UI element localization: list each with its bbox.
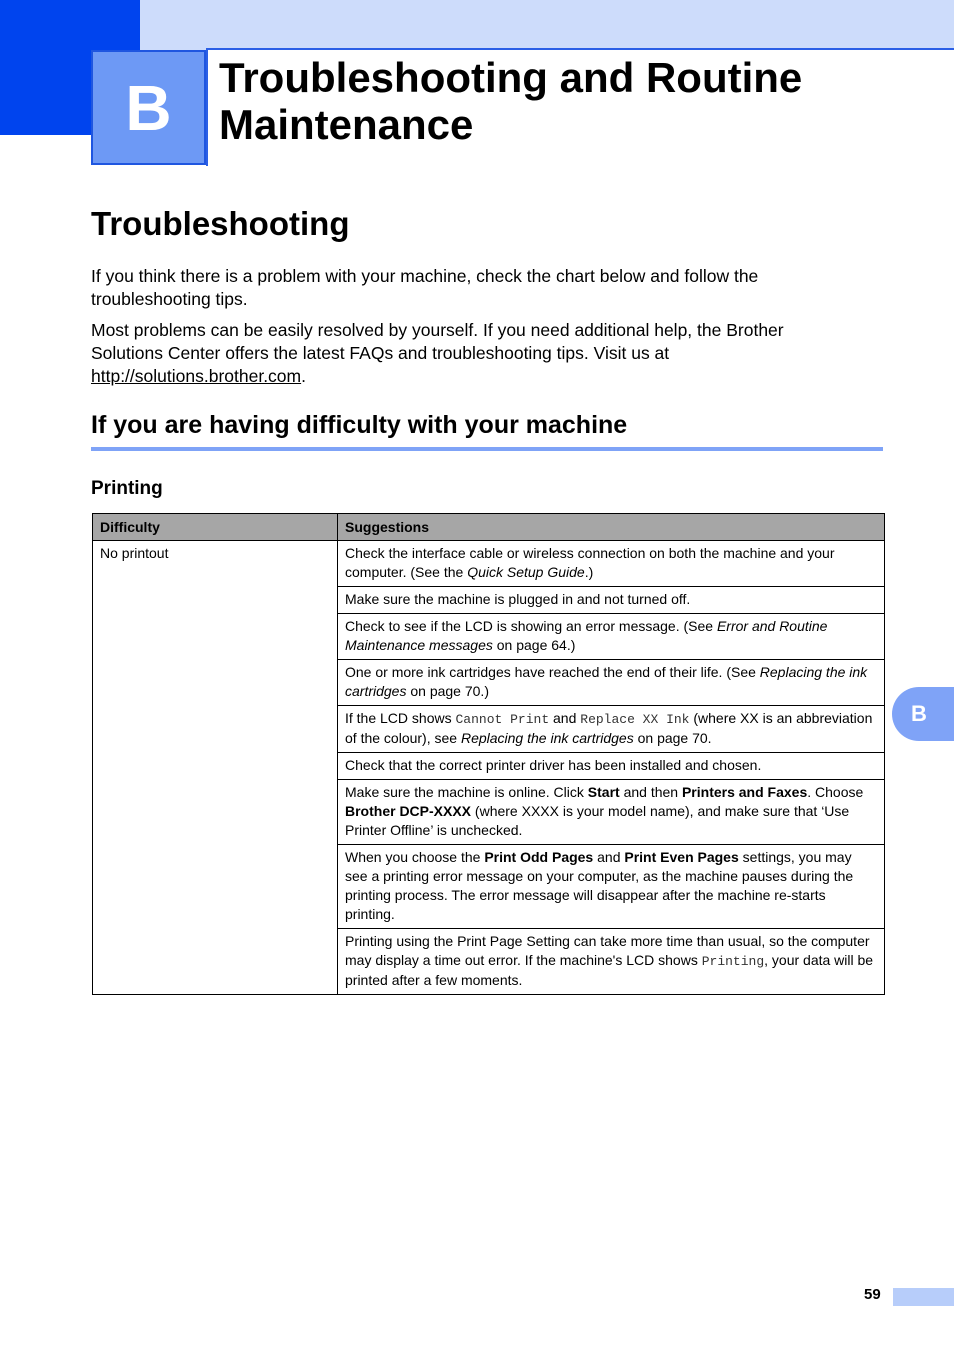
suggestion-cell — [338, 780, 885, 845]
difficulty-cell: No printout — [93, 541, 338, 995]
help-paragraph-end: . — [301, 366, 306, 386]
lcd-message: Cannot Print — [455, 712, 550, 727]
chapter-vertical-rule — [206, 48, 208, 166]
chapter-title: Troubleshooting and Routine Maintenance — [219, 54, 803, 148]
chapter-letter: B — [125, 71, 172, 144]
chapter-letter-box — [91, 50, 206, 165]
text: (where XXXX is your model name), and make sure that ‘Use Printer Offline’ is unchecked. — [345, 803, 850, 838]
lcd-message: Printing — [701, 954, 765, 969]
text: settings, you may see a printing error message on your computer, as the machine pauses during the printing process. The error message will disappear after the machine re-starts printing. — [345, 849, 854, 922]
troubleshooting-table — [92, 513, 885, 995]
subsection-heading: If you are having difficulty with your machine — [91, 411, 628, 439]
ref-quick-setup-guide: Quick Setup Guide — [467, 564, 585, 580]
text: on page 64.) — [492, 637, 576, 653]
footer-bar — [893, 1288, 954, 1306]
suggestion-cell — [338, 929, 885, 995]
table-header-row — [93, 514, 885, 541]
subsection-rule — [91, 447, 883, 451]
ui-term: Printers and Faxes — [681, 784, 808, 800]
ui-term: Brother DCP-XXXX — [345, 803, 472, 819]
suggestion-cell — [338, 541, 885, 587]
text: and — [549, 710, 581, 726]
text: on page 70.) — [406, 683, 489, 699]
ref-replacing-ink: Replacing the ink cartridges — [460, 730, 634, 746]
text: When you choose the — [345, 849, 485, 865]
help-paragraph — [91, 319, 851, 388]
chapter-rule — [206, 48, 954, 50]
text: Printing using the Print Page Setting can take more time than usual, so the computer may display a time out error. If the machine's LCD shows — [345, 933, 870, 968]
suggestion-cell — [338, 706, 885, 753]
text: on page 70. — [633, 730, 712, 746]
chapter-side-tab — [892, 687, 954, 741]
text: .) — [584, 564, 594, 580]
text: and — [593, 849, 625, 865]
suggestion-cell — [338, 614, 885, 660]
suggestion-cell — [338, 660, 885, 706]
side-tab-letter: B — [911, 701, 927, 726]
suggestion-cell: Check that the correct printer driver has been installed and chosen. — [338, 753, 885, 780]
solutions-link[interactable]: http://solutions.brother.com — [91, 366, 302, 386]
section-heading: Troubleshooting — [91, 205, 350, 242]
ui-term: Start — [587, 784, 620, 800]
page-number: 59 — [864, 1286, 881, 1303]
intro-paragraph: If you think there is a problem with your machine, check the chart below and follow the troubleshooting tips. — [91, 266, 759, 309]
suggestion-cell — [338, 845, 885, 929]
header-difficulty: Difficulty — [93, 514, 338, 541]
ref-error-messages: Error and Routine Maintenance messages — [345, 618, 828, 653]
text: One or more ink cartridges have reached the end of their life. (See — [345, 664, 760, 680]
ui-term: Print Even Pages — [624, 849, 739, 865]
text: If the LCD shows — [345, 710, 456, 726]
header-band — [0, 0, 954, 50]
text: . Choose — [807, 784, 864, 800]
text: Check the interface cable or wireless connection on both the machine and your computer. (See the — [345, 545, 835, 580]
suggestion-cell: Make sure the machine is plugged in and not turned off. — [338, 587, 885, 614]
header-suggestions: Suggestions — [338, 514, 885, 541]
ref-replacing-ink: Replacing the ink cartridges — [345, 664, 868, 699]
help-paragraph-text: Most problems can be easily resolved by yourself. If you need additional help, the Brother Solutions Center offers the latest FAQs and troubleshooting tips. Visit us at — [91, 320, 784, 363]
table-row — [93, 541, 885, 587]
lcd-message: Replace XX Ink — [580, 712, 690, 727]
ui-term: Print Odd Pages — [484, 849, 594, 865]
text: , your data will be printed after a few moments. — [345, 952, 874, 988]
text: (where XX is an abbreviation of the colour), see — [345, 710, 873, 746]
text: Check to see if the LCD is showing an error message. (See — [345, 618, 717, 634]
text: and then — [619, 784, 682, 800]
text: Make sure the machine is online. Click — [345, 784, 588, 800]
printing-heading: Printing — [91, 478, 163, 499]
